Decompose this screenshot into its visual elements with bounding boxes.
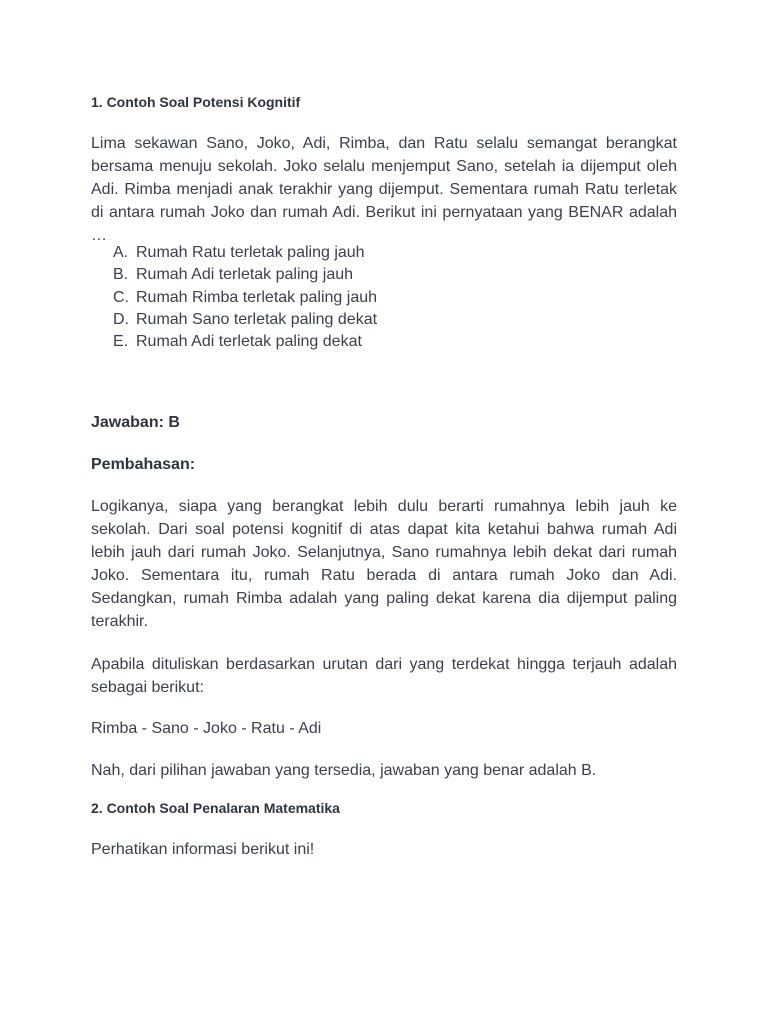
option-b: [113, 264, 377, 286]
section-2-heading: 2. Contoh Soal Penalaran Matematika: [91, 800, 340, 816]
section-1-heading: 1. Contoh Soal Potensi Kognitif: [91, 94, 301, 110]
option-e: [113, 331, 377, 353]
option-text: Rumah Adi terletak paling jauh: [136, 266, 354, 284]
option-letter: E.: [113, 333, 129, 351]
distance-order: Rimba - Sano - Joko - Ratu - Adi: [91, 720, 322, 737]
question-paragraph: Lima sekawan Sano, Joko, Adi, Rimba, dan Ratu selalu semangat berangkat bersama menuju sekolah. Joko selalu menjemput Sano, setelah ia dijemput oleh Adi. Rimba menjadi anak terakhir yang dijemput. Sementara rumah Ratu terletak di antara rumah Joko dan rumah Adi. Berikut ini pernyataan yang BENAR adalah …: [91, 135, 677, 244]
option-letter: A.: [113, 244, 129, 261]
option-text: Rumah Adi terletak paling dekat: [136, 333, 362, 351]
option-d: [113, 309, 377, 331]
discussion-paragraph-2: Apabila dituliskan berdasarkan urutan dari yang terdekat hingga terjauh adalah sebagai berikut:: [91, 656, 677, 696]
option-c: [113, 287, 377, 309]
answer-label: Jawaban: B: [91, 414, 180, 431]
discussion-label: Pembahasan:: [91, 456, 196, 473]
option-letter: B.: [113, 266, 129, 284]
option-letter: D.: [113, 310, 129, 328]
option-a: [113, 242, 377, 264]
section-2-intro: Perhatikan informasi berikut ini!: [91, 841, 315, 858]
answer-options-list: [113, 242, 377, 353]
conclusion-text: Nah, dari pilihan jawaban yang tersedia, jawaban yang benar adalah B.: [91, 762, 597, 779]
discussion-paragraph-1: Logikanya, siapa yang berangkat lebih dulu berarti rumahnya lebih jauh ke sekolah. Dari soal potensi kognitif di atas dapat kita ketahui bahwa rumah Adi lebih jauh dari rumah Joko. Selanjutnya, Sano rumahnya lebih dekat dari rumah Joko. Sementara itu, rumah Ratu berada di antara rumah Joko dan Adi. Sedangkan, rumah Rimba adalah yang paling dekat karena dia dijemput paling terakhir.: [91, 498, 677, 630]
option-letter: C.: [113, 288, 129, 306]
option-text: Rumah Rimba terletak paling jauh: [136, 288, 378, 306]
option-text: Rumah Sano terletak paling dekat: [136, 310, 378, 328]
option-text: Rumah Ratu terletak paling jauh: [136, 244, 365, 261]
